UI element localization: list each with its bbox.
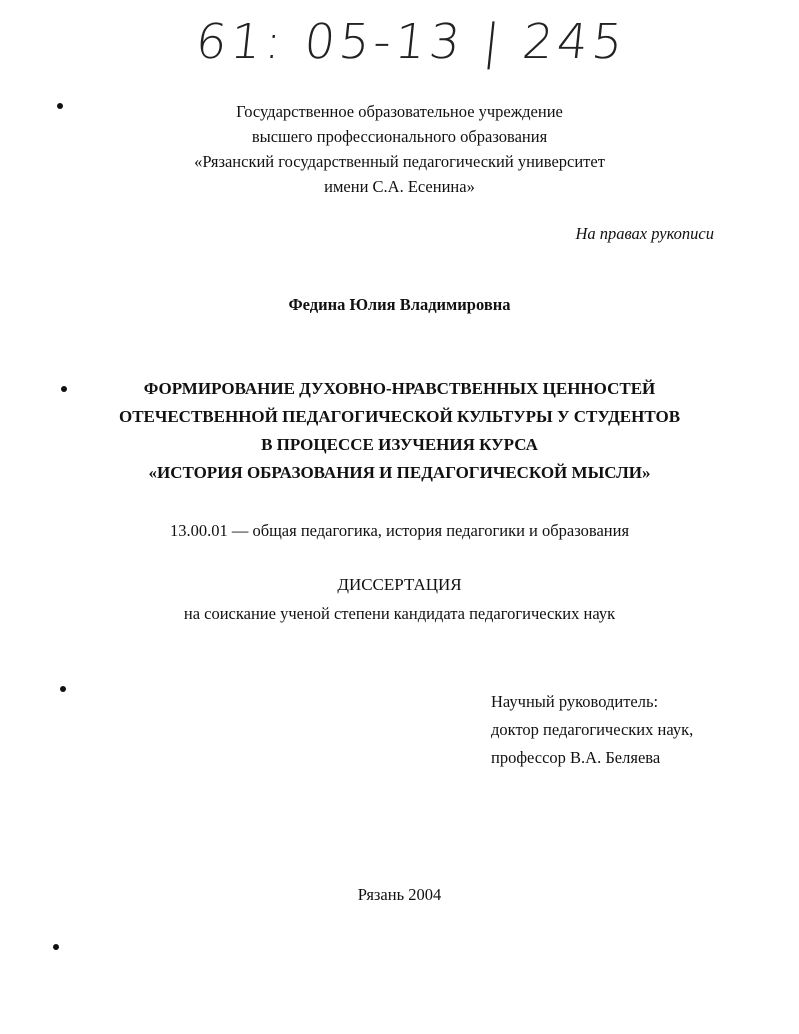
rights-note: На правах рукописи [575, 224, 714, 243]
adviser-block [491, 688, 693, 772]
adviser-line: Научный руководитель: [491, 692, 659, 711]
city-year: Рязань 2004 [357, 885, 442, 904]
dissertation-title [0, 375, 799, 487]
degree-line: на соискание ученой степени кандидата педагогических наук [183, 604, 616, 623]
institution-block [0, 99, 799, 199]
institution-line: высшего профессионального образования [251, 127, 548, 146]
institution-line: Государственное образовательное учреждение [236, 102, 563, 121]
title-line: В ПРОЦЕССЕ ИЗУЧЕНИЯ КУРСА [261, 435, 538, 454]
adviser-line: доктор педагогических наук, [491, 720, 694, 739]
title-line: ФОРМИРОВАНИЕ ДУХОВНО-НРАВСТВЕННЫХ ЦЕННОСТЕЙ [143, 379, 656, 398]
margin-dot [53, 944, 59, 950]
handwritten-code: 61: 05-13 | 245 [193, 14, 630, 70]
adviser-line: профессор В.А. Беляева [491, 748, 661, 767]
title-line: «ИСТОРИЯ ОБРАЗОВАНИЯ И ПЕДАГОГИЧЕСКОЙ МЫСЛИ» [148, 463, 651, 482]
document-type: ДИССЕРТАЦИЯ [337, 575, 462, 594]
title-line: ОТЕЧЕСТВЕННОЙ ПЕДАГОГИЧЕСКОЙ КУЛЬТУРЫ У СТУДЕНТОВ [118, 407, 681, 426]
margin-dot [60, 686, 66, 692]
institution-line: имени С.А. Есенина» [324, 177, 475, 196]
author-name: Федина Юлия Владимировна [288, 295, 511, 314]
specialty-code: 13.00.01 — общая педагогика, история педагогики и образования [169, 521, 630, 540]
institution-line: «Рязанский государственный педагогический университет [194, 152, 605, 171]
